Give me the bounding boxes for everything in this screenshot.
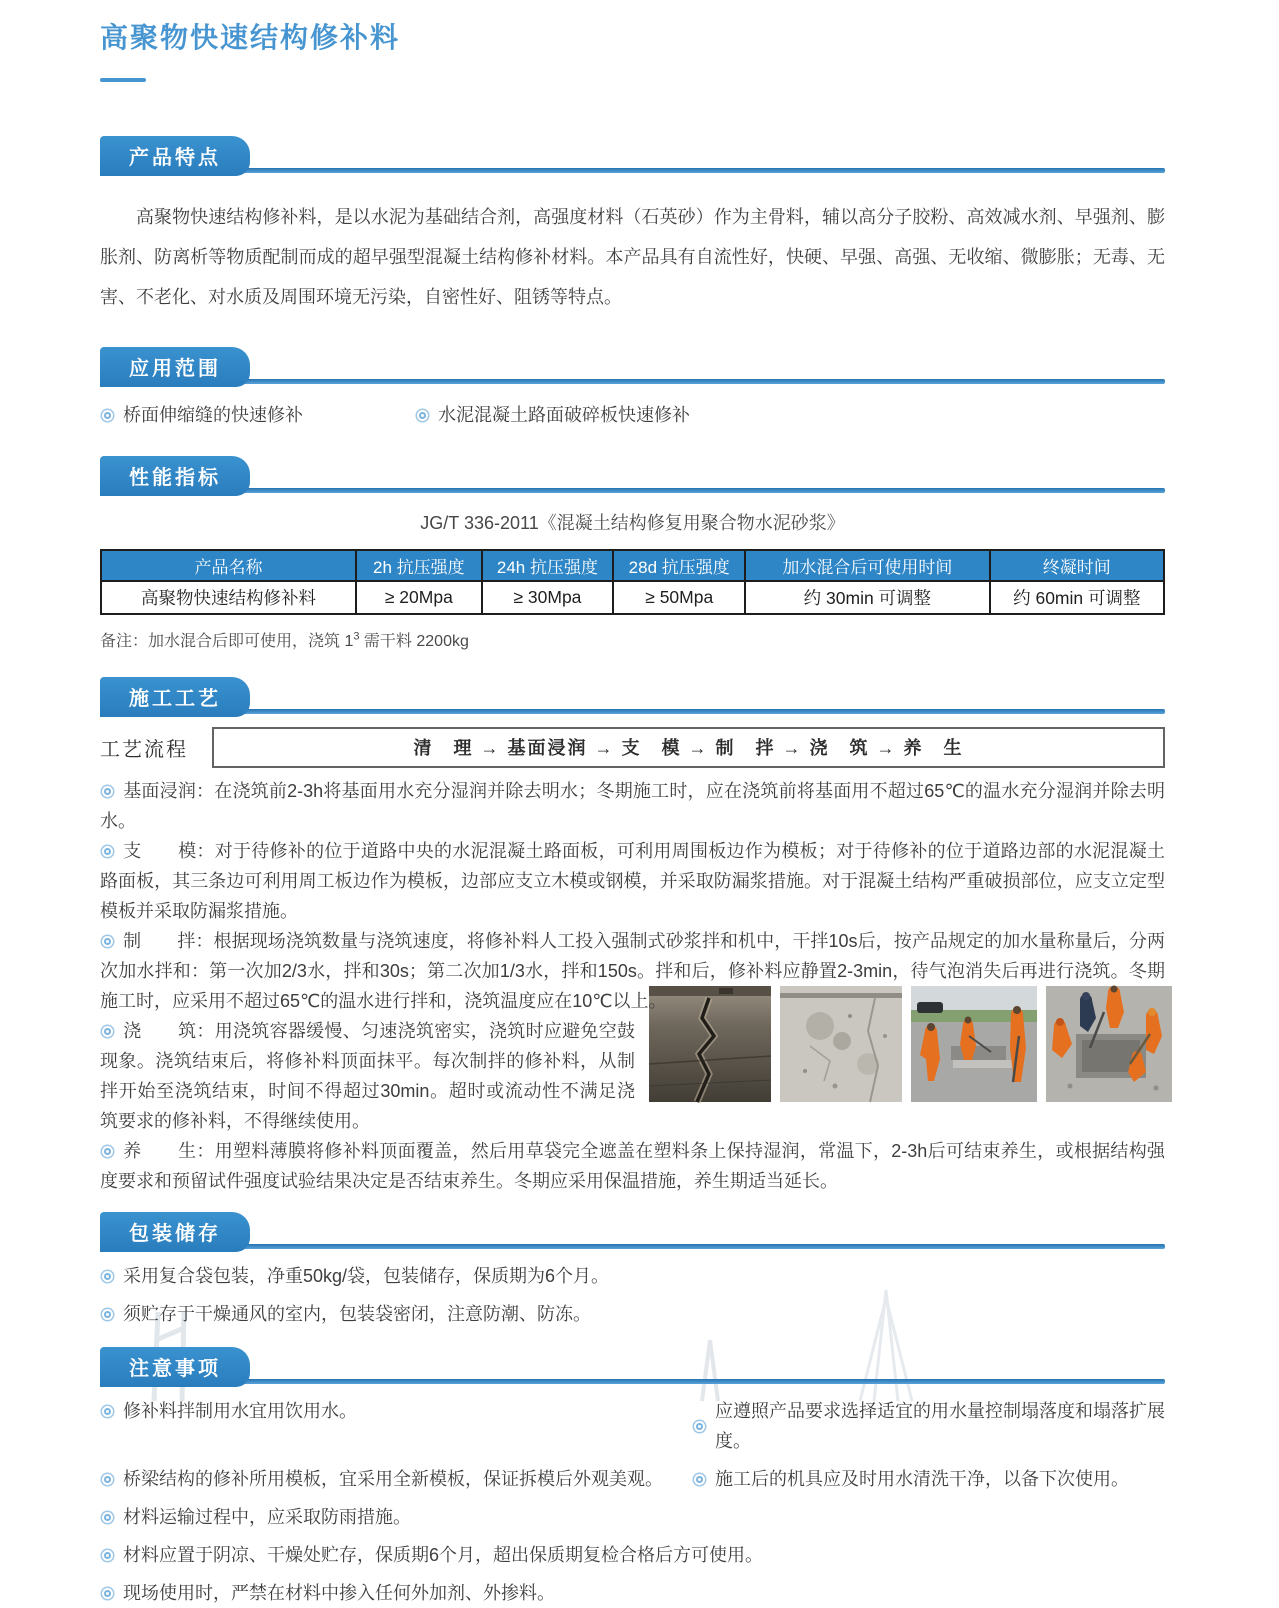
table-cell: 高聚物快速结构修补料 (101, 581, 356, 614)
section-heading (100, 456, 1165, 493)
title-underline (100, 78, 146, 82)
note-item-label: 桥梁结构的修补所用模板，宜采用全新模板，保证拆模后外观美观。 (123, 1469, 663, 1489)
table-cell: 约 30min 可调整 (745, 581, 989, 614)
section-notes (100, 1347, 1165, 1608)
section-tab-process: 施工工艺 (100, 677, 250, 717)
table-header-cell: 28d 抗压强度 (613, 550, 745, 581)
section-tab-features: 产品特点 (100, 136, 250, 176)
storage-item (100, 1261, 1165, 1291)
page-content (100, 0, 1165, 1608)
standard-reference: JG/T 336-2011《混凝土结构修复用聚合物水泥砂浆》 (420, 513, 845, 533)
ring-bullet-icon (104, 938, 111, 945)
ring-bullet-icon (419, 412, 426, 419)
application-item-label: 桥面伸缩缝的快速修补 (123, 405, 303, 425)
step-label: 支 模： (123, 841, 215, 861)
note-item-label: 施工后的机具应及时用水清洗干净，以备下次使用。 (715, 1469, 1129, 1489)
section-rule (100, 709, 1165, 714)
ring-bullet-icon (696, 1423, 703, 1430)
table-note-text: 需干料 2200kg (359, 633, 469, 650)
ring-bullet-icon (104, 848, 111, 855)
table-row (101, 581, 1164, 614)
application-item (100, 400, 303, 430)
step-label: 制 拌： (123, 931, 214, 951)
note-item-label: 材料运输过程中，应采取防雨措施。 (123, 1507, 411, 1527)
note-item-label: 应遵照产品要求选择适宜的用水量控制塌落度和塌落扩展度。 (715, 1401, 1165, 1451)
site-photo-strip (649, 986, 1165, 1102)
cracked-pavement-photo (649, 986, 771, 1102)
broken-slab-photo (780, 986, 902, 1102)
note-item-label: 材料应置于阴凉、干燥处贮存，保质期6个月，超出保质期复检合格后方可使用。 (123, 1545, 764, 1565)
note-item-label: 修补料拌制用水宜用饮用水。 (123, 1401, 357, 1421)
section-rule (100, 168, 1165, 173)
section-process (100, 677, 1165, 1196)
flow-diagram-box: 清 理 → 基面浸润 → 支 模 → 制 拌 → 浇 筑 → 养 生 (212, 727, 1165, 768)
flow-label: 工艺流程 (100, 739, 188, 761)
storage-item-label: 采用复合袋包装，净重50kg/袋，包装储存，保质期为6个月。 (123, 1266, 610, 1286)
step-text: 用浇筑容器缓慢、匀速浇筑密实，浇筑时应避免空鼓现象。浇筑结束后，将修补料顶面抹平。每次制拌的修补料，从制拌开始至浇筑结束，时间不得超过30min。超时或流动性不满足浇筑要求的修补料，不得继续使用。 (100, 1021, 636, 1131)
step-text: 用塑料薄膜将修补料顶面覆盖，然后用草袋完全遮盖在塑料条上保持湿润，常温下，2-3h后可结束养生，或根据结构强度要求和预留试件强度试验结果决定是否结束养生。冬期应采用保温措施，养生期适当延长。 (100, 1141, 1165, 1191)
note-item (100, 1396, 692, 1426)
ring-bullet-icon (104, 412, 111, 419)
section-heading (100, 1347, 1165, 1384)
ring-bullet-icon (104, 1408, 111, 1415)
features-paragraph: 高聚物快速结构修补料，是以水泥为基础结合剂，高强度材料（石英砂）作为主骨料，辅以高分子胶粉、高效减水剂、早强剂、膨胀剂、防离析等物质配制而成的超早强型混凝土结构修补材料。本产品具有自流性好，快硬、早强、高强、无收缩、微膨胀；无毒、无害、不老化、对水质及周围环境无污染，自密性好、阻锈等特点。 (100, 207, 1165, 307)
section-tab-performance: 性能指标 (100, 456, 250, 496)
note-item (100, 1464, 692, 1494)
note-item (692, 1464, 1165, 1494)
process-step-soaking (100, 776, 1165, 836)
section-heading (100, 677, 1165, 714)
road-repair-crew-photo (911, 986, 1037, 1102)
step-text: 根据现场浇筑数量与浇筑速度，将修补料人工投入强制式砂浆拌和机中，干拌10s后，按产品规定的加水量称量后，分两次加水拌和：第一次加2/3水，拌和30s；第二次加1/3水，拌和150s。拌和后，修补料应静置2-3min，待气泡消失后再进行浇筑。冬期施工时，应采用不超过65℃的温水进行拌和，浇筑温度应在10℃以上。 (100, 931, 1165, 1011)
storage-item-label: 须贮存于干燥通风的室内，包装袋密闭，注意防潮、防冻。 (123, 1304, 591, 1324)
step-label: 基面浸润： (123, 781, 215, 801)
page-title: 高聚物快速结构修补料 (100, 22, 401, 53)
table-header-cell: 产品名称 (101, 550, 356, 581)
table-note-sup: 3 (353, 630, 360, 643)
table-cell: 约 60min 可调整 (990, 581, 1164, 614)
performance-table (100, 549, 1165, 615)
ring-bullet-icon (104, 1148, 111, 1155)
notes-list (100, 1396, 1165, 1608)
section-applications (100, 347, 1165, 430)
process-flow-row (100, 727, 1165, 768)
section-rule (100, 1379, 1165, 1384)
table-header-cell: 2h 抗压强度 (356, 550, 481, 581)
table-cell: ≥ 20Mpa (356, 581, 481, 614)
note-item (100, 1578, 1165, 1608)
ring-bullet-icon (104, 1273, 111, 1280)
process-step-curing (100, 1136, 1165, 1196)
section-tab-notes: 注意事项 (100, 1347, 250, 1387)
section-heading (100, 1212, 1165, 1249)
ring-bullet-icon (696, 1476, 703, 1483)
section-performance (100, 456, 1165, 651)
step-text: 对于待修补的位于道路中央的水泥混凝土路面板，可利用周围板边作为模板；对于待修补的位于道路边部的水泥混凝土路面板，其三条边可利用周工板边作为模板，边部应支立木模或钢模，并采取防漏浆措施。对于混凝土结构严重破损部位，应支立定型模板并采取防漏浆措施。 (100, 841, 1165, 921)
section-heading (100, 136, 1165, 173)
ring-bullet-icon (104, 1311, 111, 1318)
application-item (415, 400, 690, 430)
process-step-pouring (100, 1016, 1165, 1136)
step-text: 在浇筑前2-3h将基面用水充分湿润并除去明水；冬期施工时，应在浇筑前将基面用不超过65℃的温水充分湿润并除去明水。 (100, 781, 1166, 831)
table-cell: ≥ 30Mpa (482, 581, 614, 614)
table-header-cell: 加水混合后可使用时间 (745, 550, 989, 581)
table-header-cell: 24h 抗压强度 (482, 550, 614, 581)
patch-pouring-photo (1046, 986, 1172, 1102)
ring-bullet-icon (104, 1552, 111, 1559)
table-header-cell: 终凝时间 (990, 550, 1164, 581)
ring-bullet-icon (104, 1514, 111, 1521)
note-item-label: 现场使用时，严禁在材料中掺入任何外加剂、外掺料。 (123, 1583, 555, 1603)
section-rule (100, 488, 1165, 493)
step-label: 浇 筑： (123, 1021, 215, 1041)
table-header-row (101, 550, 1164, 581)
section-features (100, 136, 1165, 317)
note-item (100, 1502, 692, 1532)
storage-list (100, 1261, 1165, 1329)
section-rule (100, 379, 1165, 384)
section-rule (100, 1244, 1165, 1249)
section-tab-storage: 包装储存 (100, 1212, 250, 1252)
ring-bullet-icon (104, 788, 111, 795)
section-storage (100, 1212, 1165, 1329)
table-cell: ≥ 50Mpa (613, 581, 745, 614)
step-label: 养 生： (123, 1141, 215, 1161)
ring-bullet-icon (104, 1476, 111, 1483)
process-steps (100, 776, 1165, 1196)
section-tab-applications: 应用范围 (100, 347, 250, 387)
process-step-formwork (100, 836, 1165, 926)
ring-bullet-icon (104, 1590, 111, 1597)
note-item (100, 1540, 1165, 1570)
ring-bullet-icon (104, 1028, 111, 1035)
applications-list (100, 400, 1165, 430)
table-note (100, 628, 1165, 651)
application-item-label: 水泥混凝土路面破碎板快速修补 (438, 405, 690, 425)
section-heading (100, 347, 1165, 384)
storage-item (100, 1299, 1165, 1329)
table-note-text: 备注：加水混合后即可使用，浇筑 1 (100, 633, 354, 650)
note-item (692, 1396, 1165, 1456)
